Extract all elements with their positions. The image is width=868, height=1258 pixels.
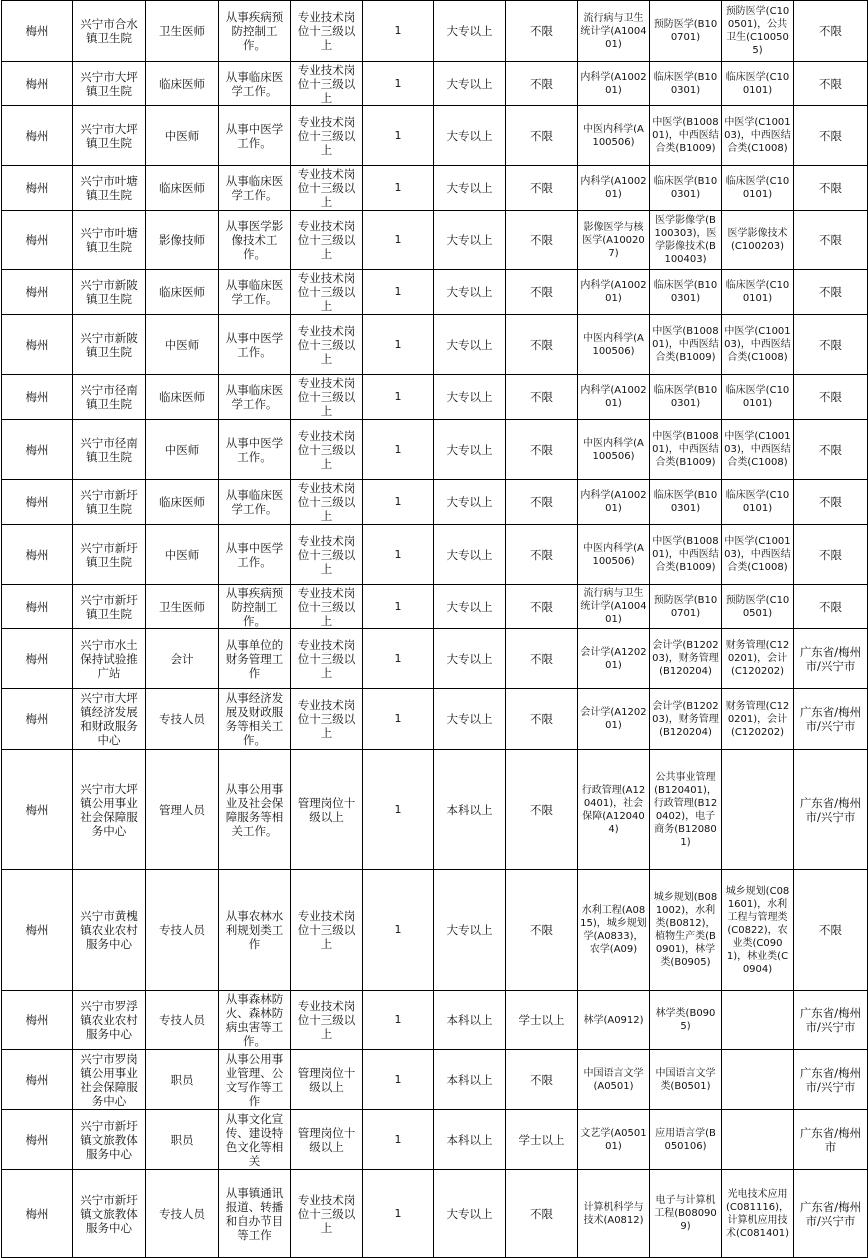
cell-count: 1 (363, 629, 434, 689)
cell-city: 梅州 (2, 689, 73, 750)
cell-city: 梅州 (2, 166, 73, 211)
cell-post-level: 管理岗位十级以上 (291, 1110, 363, 1170)
cell-hukou: 不限 (794, 375, 868, 420)
cell-major-junior: 临床医学(C100101) (722, 480, 794, 525)
cell-count: 1 (363, 315, 434, 375)
table-row (2, 991, 868, 1050)
table-row (2, 62, 868, 106)
cell-education: 本科以上 (434, 1050, 506, 1110)
cell-major-undergrad: 电子与计算机工程(B080909) (650, 1170, 722, 1258)
cell-duty: 从事疾病预防控制工作。 (219, 1, 291, 62)
cell-degree: 不限 (506, 629, 578, 689)
table-row (2, 750, 868, 870)
cell-count: 1 (363, 750, 434, 870)
recruitment-table (1, 0, 868, 1258)
cell-education: 大专以上 (434, 480, 506, 525)
cell-major-graduate: 计算机科学与技术(A0812) (578, 1170, 650, 1258)
cell-post: 职员 (146, 1050, 219, 1110)
cell-duty: 从事临床医学工作。 (219, 270, 291, 315)
cell-count: 1 (363, 1050, 434, 1110)
cell-major-junior: 城乡规划(C081601)，水利工程与管理类(C0822)，农业类(C0901)，林业类(C0904) (722, 870, 794, 991)
cell-post: 专技人员 (146, 689, 219, 750)
cell-count: 1 (363, 211, 434, 270)
table-row (2, 629, 868, 689)
cell-duty: 从事临床医学工作。 (219, 375, 291, 420)
cell-count: 1 (363, 585, 434, 629)
cell-unit: 兴宁市黄槐镇农业农村服务中心 (73, 870, 146, 991)
table-row (2, 480, 868, 525)
cell-city: 梅州 (2, 1170, 73, 1258)
table-row (2, 689, 868, 750)
cell-city: 梅州 (2, 480, 73, 525)
cell-major-junior (722, 991, 794, 1050)
cell-degree: 不限 (506, 166, 578, 211)
table-row (2, 420, 868, 480)
cell-count: 1 (363, 480, 434, 525)
cell-major-junior: 中医学(C100103)，中西医结合类(C1008) (722, 525, 794, 585)
cell-major-graduate: 中医内科学(A100506) (578, 420, 650, 480)
cell-hukou: 广东省/梅州市/兴宁市 (794, 1170, 868, 1258)
cell-education: 大专以上 (434, 689, 506, 750)
cell-degree: 不限 (506, 525, 578, 585)
cell-post: 中医师 (146, 525, 219, 585)
cell-post-level: 专业技术岗位十三级以上 (291, 166, 363, 211)
cell-duty: 从事单位的财务管理工作 (219, 629, 291, 689)
cell-unit: 兴宁市新圩镇卫生院 (73, 585, 146, 629)
cell-city: 梅州 (2, 991, 73, 1050)
cell-unit: 兴宁市新圩镇卫生院 (73, 480, 146, 525)
cell-major-undergrad: 中医学(B100801)，中西医结合类(B1009) (650, 420, 722, 480)
cell-major-graduate: 影像医学与核医学(A100207) (578, 211, 650, 270)
cell-major-undergrad: 临床医学(B100301) (650, 62, 722, 106)
cell-education: 大专以上 (434, 166, 506, 211)
cell-degree: 不限 (506, 689, 578, 750)
cell-hukou: 不限 (794, 420, 868, 480)
cell-post-level: 专业技术岗位十三级以上 (291, 375, 363, 420)
cell-post: 会计 (146, 629, 219, 689)
table-row (2, 1050, 868, 1110)
cell-major-junior: 光电技术应用(C081116)，计算机应用技术(C081401) (722, 1170, 794, 1258)
cell-education: 大专以上 (434, 629, 506, 689)
cell-major-graduate: 流行病与卫生统计学(A100401) (578, 1, 650, 62)
cell-city: 梅州 (2, 1110, 73, 1170)
table-row (2, 270, 868, 315)
cell-degree: 不限 (506, 315, 578, 375)
cell-city: 梅州 (2, 270, 73, 315)
cell-post: 卫生医师 (146, 585, 219, 629)
cell-post: 中医师 (146, 315, 219, 375)
cell-degree: 不限 (506, 420, 578, 480)
cell-education: 大专以上 (434, 375, 506, 420)
cell-major-junior (722, 750, 794, 870)
cell-unit: 兴宁市大坪镇卫生院 (73, 106, 146, 166)
cell-duty: 从事公用事业及社会保障服务等相关工作。 (219, 750, 291, 870)
cell-post-level: 专业技术岗位十三级以上 (291, 1, 363, 62)
cell-major-junior: 临床医学(C100101) (722, 166, 794, 211)
cell-city: 梅州 (2, 106, 73, 166)
cell-major-undergrad: 中医学(B100801)，中西医结合类(B1009) (650, 525, 722, 585)
cell-major-undergrad: 会计学(B120203)，财务管理(B120204) (650, 629, 722, 689)
cell-duty: 从事疾病预防控制工作。 (219, 585, 291, 629)
cell-hukou: 不限 (794, 166, 868, 211)
cell-major-undergrad: 会计学(B120203)，财务管理(B120204) (650, 689, 722, 750)
cell-post: 中医师 (146, 420, 219, 480)
cell-count: 1 (363, 870, 434, 991)
cell-duty: 从事文化宣传、建设特色文化等相关 (219, 1110, 291, 1170)
cell-unit: 兴宁市大坪镇经济发展和财政服务中心 (73, 689, 146, 750)
cell-major-undergrad: 医学影像学(B100303)，医学影像技术(B100403) (650, 211, 722, 270)
cell-count: 1 (363, 525, 434, 585)
cell-post-level: 专业技术岗位十三级以上 (291, 689, 363, 750)
cell-post: 临床医师 (146, 166, 219, 211)
cell-post: 临床医师 (146, 270, 219, 315)
cell-major-junior: 中医学(C100103)，中西医结合类(C1008) (722, 106, 794, 166)
cell-major-graduate: 内科学(A100201) (578, 62, 650, 106)
cell-city: 梅州 (2, 525, 73, 585)
cell-count: 1 (363, 1170, 434, 1258)
cell-hukou: 不限 (794, 315, 868, 375)
cell-unit: 兴宁市新陂镇卫生院 (73, 270, 146, 315)
cell-hukou: 广东省/梅州市/兴宁市 (794, 629, 868, 689)
cell-post: 专技人员 (146, 991, 219, 1050)
cell-hukou: 广东省/梅州市/兴宁市 (794, 1050, 868, 1110)
table-row (2, 1, 868, 62)
cell-hukou: 广东省/梅州市/兴宁市 (794, 750, 868, 870)
cell-hukou: 不限 (794, 1, 868, 62)
cell-count: 1 (363, 375, 434, 420)
cell-duty: 从事临床医学工作。 (219, 166, 291, 211)
cell-count: 1 (363, 420, 434, 480)
cell-degree: 不限 (506, 585, 578, 629)
cell-major-graduate: 流行病与卫生统计学(A100401) (578, 585, 650, 629)
cell-hukou: 不限 (794, 585, 868, 629)
cell-education: 大专以上 (434, 106, 506, 166)
table-row (2, 1110, 868, 1170)
cell-count: 1 (363, 1110, 434, 1170)
cell-major-graduate: 水利工程(A0815)，城乡规划学(A0833)，农学(A09) (578, 870, 650, 991)
cell-major-undergrad: 中国语言文学类(B0501) (650, 1050, 722, 1110)
cell-post-level: 专业技术岗位十三级以上 (291, 270, 363, 315)
cell-post-level: 专业技术岗位十三级以上 (291, 420, 363, 480)
cell-post-level: 专业技术岗位十三级以上 (291, 991, 363, 1050)
cell-post: 卫生医师 (146, 1, 219, 62)
cell-hukou: 不限 (794, 106, 868, 166)
cell-unit: 兴宁市大坪镇卫生院 (73, 62, 146, 106)
cell-post-level: 专业技术岗位十三级以上 (291, 315, 363, 375)
cell-major-junior: 临床医学(C100101) (722, 375, 794, 420)
cell-major-undergrad: 临床医学(B100301) (650, 166, 722, 211)
cell-major-graduate: 会计学(A120201) (578, 689, 650, 750)
cell-post: 专技人员 (146, 870, 219, 991)
cell-city: 梅州 (2, 750, 73, 870)
cell-city: 梅州 (2, 629, 73, 689)
cell-degree: 不限 (506, 106, 578, 166)
cell-major-graduate: 中医内科学(A100506) (578, 525, 650, 585)
cell-major-junior: 预防医学(C100501) (722, 585, 794, 629)
cell-major-junior: 医学影像技术(C100203) (722, 211, 794, 270)
cell-city: 梅州 (2, 62, 73, 106)
cell-city: 梅州 (2, 375, 73, 420)
cell-major-graduate: 中国语言文学(A0501) (578, 1050, 650, 1110)
cell-city: 梅州 (2, 1050, 73, 1110)
table-row (2, 166, 868, 211)
cell-major-undergrad: 中医学(B100801)，中西医结合类(B1009) (650, 315, 722, 375)
cell-major-undergrad: 城乡规划(B081002)，水利类(B0812)，植物生产类(B0901)，林学类(B0905) (650, 870, 722, 991)
cell-count: 1 (363, 689, 434, 750)
cell-unit: 兴宁市大坪镇公用事业社会保障服务中心 (73, 750, 146, 870)
cell-hukou: 广东省/梅州市/兴宁市 (794, 991, 868, 1050)
cell-duty: 从事中医学工作。 (219, 315, 291, 375)
cell-degree: 不限 (506, 375, 578, 420)
cell-major-graduate: 行政管理(A120401)，社会保障(A120404) (578, 750, 650, 870)
cell-post-level: 管理岗位十级以上 (291, 1050, 363, 1110)
cell-education: 大专以上 (434, 585, 506, 629)
table-row (2, 585, 868, 629)
cell-count: 1 (363, 166, 434, 211)
cell-city: 梅州 (2, 211, 73, 270)
cell-major-graduate: 内科学(A100201) (578, 166, 650, 211)
cell-major-graduate: 内科学(A100201) (578, 270, 650, 315)
cell-city: 梅州 (2, 1, 73, 62)
cell-major-undergrad: 林学类(B0905) (650, 991, 722, 1050)
cell-degree: 不限 (506, 62, 578, 106)
cell-count: 1 (363, 270, 434, 315)
cell-education: 大专以上 (434, 525, 506, 585)
cell-unit: 兴宁市罗浮镇农业农村服务中心 (73, 991, 146, 1050)
cell-major-graduate: 会计学(A120201) (578, 629, 650, 689)
cell-hukou: 不限 (794, 870, 868, 991)
cell-major-undergrad: 公共事业管理(B120401)，行政管理(B120402)，电子商务(B120801) (650, 750, 722, 870)
cell-major-junior: 临床医学(C100101) (722, 270, 794, 315)
cell-major-junior: 预防医学(C100501)，公共卫生(C100505) (722, 1, 794, 62)
cell-post-level: 专业技术岗位十三级以上 (291, 211, 363, 270)
cell-major-graduate: 林学(A0912) (578, 991, 650, 1050)
cell-major-graduate: 文艺学(A050101) (578, 1110, 650, 1170)
cell-major-junior (722, 1110, 794, 1170)
cell-count: 1 (363, 1, 434, 62)
cell-unit: 兴宁市径南镇卫生院 (73, 375, 146, 420)
cell-unit: 兴宁市新圩镇卫生院 (73, 525, 146, 585)
cell-post: 专技人员 (146, 1170, 219, 1258)
cell-education: 大专以上 (434, 211, 506, 270)
cell-post-level: 专业技术岗位十三级以上 (291, 629, 363, 689)
table-row (2, 211, 868, 270)
cell-hukou: 不限 (794, 270, 868, 315)
cell-education: 本科以上 (434, 1110, 506, 1170)
cell-major-graduate: 中医内科学(A100506) (578, 315, 650, 375)
table-row (2, 375, 868, 420)
cell-unit: 兴宁市新圩镇文旅教体服务中心 (73, 1170, 146, 1258)
cell-hukou: 不限 (794, 211, 868, 270)
cell-post-level: 专业技术岗位十三级以上 (291, 62, 363, 106)
cell-major-junior: 财务管理(C120201)，会计(C120202) (722, 689, 794, 750)
cell-major-undergrad: 应用语言学(B050106) (650, 1110, 722, 1170)
table-row (2, 525, 868, 585)
cell-post-level: 管理岗位十级以上 (291, 750, 363, 870)
cell-count: 1 (363, 106, 434, 166)
cell-hukou: 不限 (794, 525, 868, 585)
cell-major-undergrad: 临床医学(B100301) (650, 270, 722, 315)
cell-major-graduate: 内科学(A100201) (578, 375, 650, 420)
cell-post: 中医师 (146, 106, 219, 166)
cell-duty: 从事经济发展及财政服务等相关工作。 (219, 689, 291, 750)
cell-post-level: 专业技术岗位十三级以上 (291, 585, 363, 629)
table-row (2, 106, 868, 166)
cell-duty: 从事中医学工作。 (219, 106, 291, 166)
cell-post-level: 专业技术岗位十三级以上 (291, 1170, 363, 1258)
cell-major-junior: 中医学(C100103)，中西医结合类(C1008) (722, 420, 794, 480)
cell-education: 大专以上 (434, 1, 506, 62)
cell-duty: 从事中医学工作。 (219, 525, 291, 585)
cell-unit: 兴宁市罗岗镇公用事业社会保障服务中心 (73, 1050, 146, 1110)
cell-degree: 学士以上 (506, 991, 578, 1050)
cell-degree: 不限 (506, 750, 578, 870)
cell-duty: 从事农林水利规划类工作 (219, 870, 291, 991)
cell-major-undergrad: 预防医学(B100701) (650, 1, 722, 62)
cell-education: 本科以上 (434, 991, 506, 1050)
cell-degree: 不限 (506, 1, 578, 62)
cell-city: 梅州 (2, 585, 73, 629)
cell-major-undergrad: 预防医学(B100701) (650, 585, 722, 629)
cell-education: 大专以上 (434, 870, 506, 991)
cell-duty: 从事临床医学工作。 (219, 480, 291, 525)
cell-post-level: 专业技术岗位十三级以上 (291, 106, 363, 166)
cell-duty: 从事临床医学工作。 (219, 62, 291, 106)
cell-degree: 不限 (506, 1050, 578, 1110)
cell-major-undergrad: 临床医学(B100301) (650, 375, 722, 420)
cell-unit: 兴宁市水土保持试验推广站 (73, 629, 146, 689)
cell-unit: 兴宁市新陂镇卫生院 (73, 315, 146, 375)
cell-unit: 兴宁市径南镇卫生院 (73, 420, 146, 480)
cell-unit: 兴宁市合水镇卫生院 (73, 1, 146, 62)
cell-unit: 兴宁市叶塘镇卫生院 (73, 166, 146, 211)
cell-post: 职员 (146, 1110, 219, 1170)
cell-degree: 不限 (506, 270, 578, 315)
cell-degree: 不限 (506, 211, 578, 270)
cell-degree: 不限 (506, 1170, 578, 1258)
cell-major-undergrad: 中医学(B100801)，中西医结合类(B1009) (650, 106, 722, 166)
cell-post-level: 专业技术岗位十三级以上 (291, 870, 363, 991)
table-row (2, 315, 868, 375)
cell-city: 梅州 (2, 420, 73, 480)
cell-city: 梅州 (2, 315, 73, 375)
cell-post: 临床医师 (146, 375, 219, 420)
cell-major-graduate: 内科学(A100201) (578, 480, 650, 525)
cell-education: 大专以上 (434, 270, 506, 315)
cell-duty: 从事中医学工作。 (219, 420, 291, 480)
cell-count: 1 (363, 62, 434, 106)
cell-hukou: 不限 (794, 62, 868, 106)
table-row (2, 1170, 868, 1258)
cell-major-undergrad: 临床医学(B100301) (650, 480, 722, 525)
cell-unit: 兴宁市叶塘镇卫生院 (73, 211, 146, 270)
cell-hukou: 不限 (794, 480, 868, 525)
cell-post: 临床医师 (146, 62, 219, 106)
cell-major-junior: 财务管理(C120201)，会计(C120202) (722, 629, 794, 689)
cell-duty: 从事镇通讯报道、转播和自办节目等工作 (219, 1170, 291, 1258)
cell-post-level: 专业技术岗位十三级以上 (291, 525, 363, 585)
cell-education: 本科以上 (434, 750, 506, 870)
cell-education: 大专以上 (434, 420, 506, 480)
cell-post: 影像技师 (146, 211, 219, 270)
cell-major-junior: 中医学(C100103)，中西医结合类(C1008) (722, 315, 794, 375)
cell-duty: 从事公用事业管理、公文写作等工作 (219, 1050, 291, 1110)
cell-duty: 从事森林防火、森林防病虫害等工作。 (219, 991, 291, 1050)
cell-education: 大专以上 (434, 1170, 506, 1258)
cell-hukou: 广东省/梅州市 (794, 1110, 868, 1170)
cell-city: 梅州 (2, 870, 73, 991)
table-body (2, 1, 868, 1258)
cell-unit: 兴宁市新圩镇文旅教体服务中心 (73, 1110, 146, 1170)
cell-count: 1 (363, 991, 434, 1050)
cell-major-junior: 临床医学(C100101) (722, 62, 794, 106)
cell-duty: 从事医学影像技术工作。 (219, 211, 291, 270)
cell-education: 大专以上 (434, 62, 506, 106)
cell-post: 管理人员 (146, 750, 219, 870)
cell-degree: 不限 (506, 870, 578, 991)
cell-degree: 学士以上 (506, 1110, 578, 1170)
cell-degree: 不限 (506, 480, 578, 525)
cell-post: 临床医师 (146, 480, 219, 525)
cell-major-junior (722, 1050, 794, 1110)
cell-post-level: 专业技术岗位十三级以上 (291, 480, 363, 525)
cell-major-graduate: 中医内科学(A100506) (578, 106, 650, 166)
cell-education: 大专以上 (434, 315, 506, 375)
cell-hukou: 广东省/梅州市/兴宁市 (794, 689, 868, 750)
table-row (2, 870, 868, 991)
